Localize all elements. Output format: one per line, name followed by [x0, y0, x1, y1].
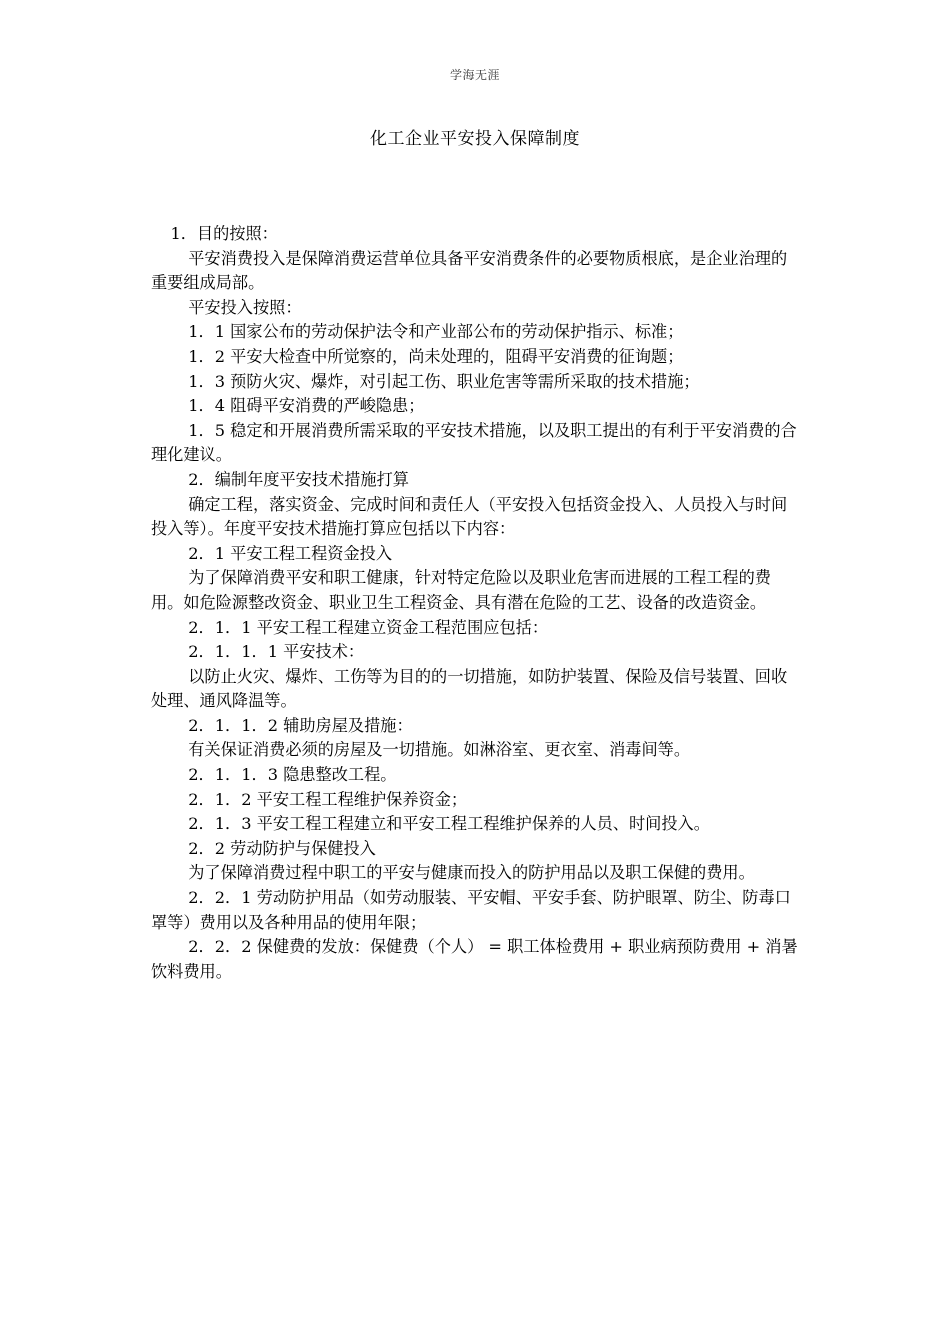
- list-item: 1．5 稳定和开展消费所需采取的平安技术措施，以及职工提出的有利于平安消费的合理化建议。: [151, 420, 797, 465]
- subsection-heading: 2．2 劳动防护与保健投入: [188, 838, 376, 858]
- paragraph: 确定工程，落实资金、完成时间和责任人（平安投入包括资金投入、人员投入与时间投入等）。年度平安技术措施打算应包括以下内容：: [151, 494, 788, 539]
- list-item: 2．2．2 保健费的发放：保健费（个人） = 职工体检费用 + 职业病预防费用 + 消暑饮料费用。: [151, 937, 798, 981]
- subsection-heading: 2．1．3 平安工程工程建立和平安工程工程维护保养的人员、时间投入。: [188, 814, 710, 834]
- subsection-heading: 2．1 平安工程工程资金投入: [188, 543, 393, 563]
- section-2-heading: 2．编制年度平安技术措施打算: [188, 469, 409, 489]
- document-body: [151, 222, 801, 984]
- list-item: 1．1 国家公布的劳动保护法令和产业部公布的劳动保护指示、标准；: [188, 322, 684, 342]
- list-item: 2．2．1 劳动防护用品（如劳动服装、平安帽、平安手套、防护眼罩、防尘、防毒口罩等）费用以及各种用品的使用年限；: [151, 888, 791, 932]
- paragraph: 平安投入按照：: [188, 297, 302, 317]
- subsection-heading: 2．1．1．3 隐患整改工程。: [188, 765, 397, 785]
- subsection-heading: 2．1．1 平安工程工程建立资金工程范围应包括：: [188, 617, 549, 637]
- subsection-heading: 2．1．1．2 辅助房屋及措施：: [188, 715, 413, 735]
- list-item: 1．3 预防火灾、爆炸，对引起工伤、职业危害等需所采取的技术措施；: [188, 371, 700, 391]
- list-item: 1．2 平安大检查中所觉察的，尚未处理的，阻碍平安消费的征询题；: [188, 346, 684, 366]
- section-1-heading: 1．目的按照：: [170, 224, 278, 243]
- paragraph: 为了保障消费平安和职工健康，针对特定危险以及职业危害而进展的工程工程的费用。如危险源整改资金、职业卫生工程资金、具有潜在危险的工艺、设备的改造资金。: [151, 568, 771, 612]
- page-header: 学海无涯: [449, 68, 500, 82]
- subsection-heading: 2．1．1．1 平安技术：: [188, 642, 365, 662]
- list-item: 1．4 阻碍平安消费的严峻隐患；: [188, 396, 425, 416]
- document-title: 化工企业平安投入保障制度: [370, 129, 580, 149]
- paragraph: 为了保障消费过程中职工的平安与健康而投入的防护用品以及职工保健的费用。: [188, 863, 755, 883]
- paragraph: 以防止火灾、爆炸、工伤等为目的的一切措施，如防护装置、保险及信号装置、回收处理、通风降温等。: [151, 666, 788, 711]
- paragraph: 有关保证消费必须的房屋及一切措施。如淋浴室、更衣室、消毒间等。: [188, 740, 691, 760]
- paragraph: 平安消费投入是保障消费运营单位具备平安消费条件的必要物质根底，是企业治理的重要组成局部。: [151, 248, 788, 293]
- subsection-heading: 2．1．2 平安工程工程维护保养资金；: [188, 789, 468, 809]
